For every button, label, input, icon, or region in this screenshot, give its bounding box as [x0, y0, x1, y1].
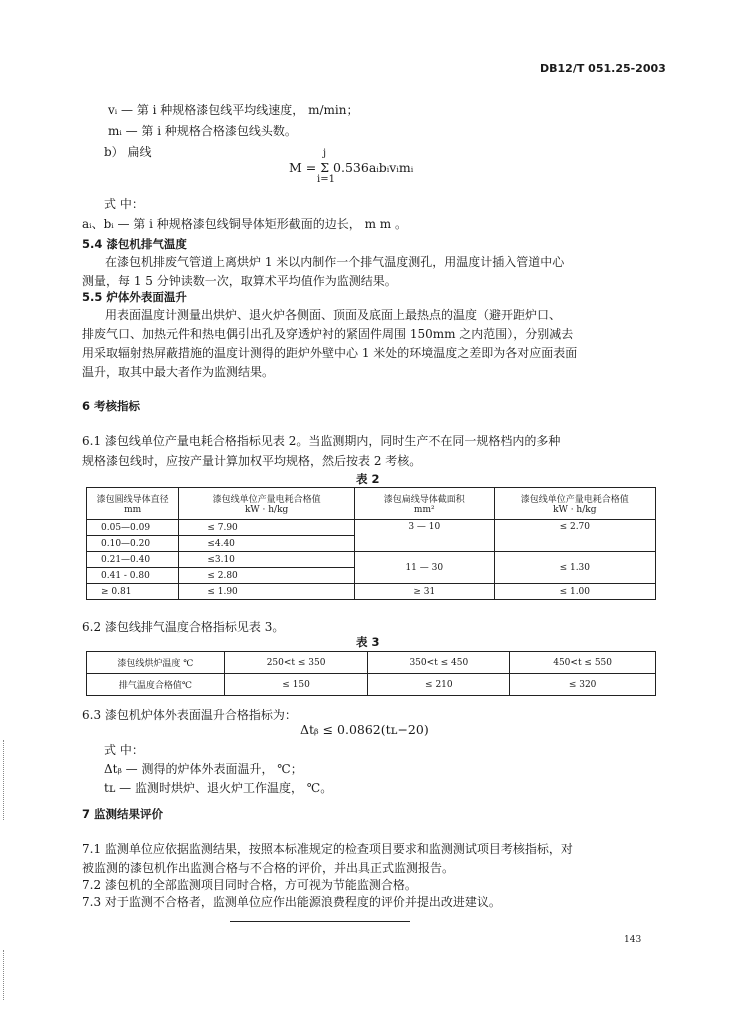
table-cell: 0.21—0.40 [87, 552, 179, 568]
where-label-1: 式 中： [104, 197, 144, 211]
table-row [87, 584, 656, 600]
table-cell: 0.10—0.20 [87, 536, 179, 552]
section-5-5-para-line2: 排废气口、加热元件和热电偶引出孔及穿透炉衬的紧固件周围 150mm 之内范围），分别减去 [82, 327, 574, 341]
section-7-2-line: 7.2 漆包机的全部监测项目同时合格，方可视为节能监测合格。 [82, 878, 417, 892]
formula-sum-bottom: i=1 [317, 174, 335, 185]
formula-delta-tb: Δtᵦ ≤ 0.0862(tʟ−20) [300, 722, 429, 737]
footer-rule [230, 921, 410, 922]
section-7-3-line: 7.3 对于监测不合格者，监测单位应作出能源浪费程度的评价并提出改进建议。 [82, 895, 501, 909]
table-cell: 排气温度合格值℃ [87, 674, 225, 696]
table-cell: ≤ 7.90 [179, 520, 355, 536]
section-5-5-title: 5.5 炉体外表面温升 [82, 290, 187, 304]
section-5-4-para-line2: 测量，每 1 5 分钟读数一次，取算术平均值作为监测结果。 [82, 274, 397, 288]
section-7-title: 7 监测结果评价 [82, 807, 164, 821]
table-cell: ≤ 2.80 [179, 568, 355, 584]
table-cell: ≤ 320 [510, 674, 656, 696]
formula-sum-top: j [323, 148, 327, 159]
table-2-header-round-dia: 漆包圆线导体直径 mm [87, 488, 179, 520]
section-6-1-line1: 6.1 漆包线单位产量电耗合格指标见表 2。当监测期内，同时生产不在同一规格档内的多种 [82, 434, 561, 448]
section-5-4-para-line1: 在漆包机排废气管道上离烘炉 1 米以内制作一个排气温度测孔，用温度计插入管道中心 [105, 255, 565, 269]
standard-number: DB12/T 051.25-2003 [540, 62, 666, 75]
section-7-1-line2: 被监测的漆包机作出监测合格与不合格的评价，并出具正式监测报告。 [82, 861, 455, 875]
section-5-5-para-line4: 温升，取其中最大者作为监测结果。 [82, 365, 275, 379]
page-number: 143 [624, 935, 642, 945]
table-cell: ≤3.10 [179, 552, 355, 568]
section-5-5-para-line1: 用表面温度计测量出烘炉、退火炉各侧面、顶面及底面上最热点的温度（避开距炉口、 [105, 308, 562, 322]
table-2 [86, 487, 656, 600]
table-cell: 350<t ≤ 450 [368, 652, 510, 674]
table-cell: ≤ 150 [224, 674, 368, 696]
table-cell: 0.05—0.09 [87, 520, 179, 536]
item-b-flat-wire: b） 扁线 [104, 145, 152, 159]
table-cell: 450<t ≤ 550 [510, 652, 656, 674]
scan-edge-marks [3, 950, 5, 1000]
table-cell: ≤ 2.70 [494, 520, 655, 552]
table-row [87, 520, 656, 536]
section-5-4-title: 5.4 漆包机排气温度 [82, 237, 187, 251]
table-cell: 250<t ≤ 350 [224, 652, 368, 674]
table-cell: 0.41 - 0.80 [87, 568, 179, 584]
section-5-5-para-line3: 用采取辐射热屏蔽措施的温度计测得的距炉外壁中心 1 米处的环境温度之差即为各对应面表面 [82, 346, 578, 360]
table-cell: ≤ 1.90 [179, 584, 355, 600]
formula-m: M = Σ 0.536aᵢbᵢvᵢmᵢ [289, 160, 414, 175]
table-row [87, 674, 656, 696]
section-6-1-line2: 规格漆包线时，应按产量计算加权平均规格，然后按表 2 考核。 [82, 454, 422, 468]
table-cell: ≤ 210 [368, 674, 510, 696]
def-vi: vᵢ — 第 i 种规格漆包线平均线速度， m/min； [108, 103, 359, 117]
table-row [87, 552, 656, 568]
table-cell: ≤ 1.30 [494, 552, 655, 584]
table-row [87, 652, 656, 674]
def-tl: tʟ — 监测时烘炉、退火炉工作温度， ℃。 [104, 781, 333, 795]
table-cell: 11 — 30 [354, 552, 494, 584]
section-6-title: 6 考核指标 [82, 399, 141, 413]
table-cell: ≥ 0.81 [87, 584, 179, 600]
table-2-header-flat-area: 漆包扁线导体截面积 mm² [354, 488, 494, 520]
where-label-2: 式 中： [104, 743, 144, 757]
def-delta-tb: Δtᵦ — 测得的炉体外表面温升， ℃； [104, 762, 303, 776]
table-3 [86, 651, 656, 696]
table-cell: 漆包线烘炉温度 ℃ [87, 652, 225, 674]
table-cell: ≤4.40 [179, 536, 355, 552]
table-cell: 3 — 10 [354, 520, 494, 552]
table-2-caption: 表 2 [356, 472, 380, 486]
table-2-header-flat-power: 漆包线单位产量电耗合格值 kW · h/kg [494, 488, 655, 520]
def-mi: mᵢ — 第 i 种规格合格漆包线头数。 [108, 124, 297, 138]
section-7-1-line1: 7.1 监测单位应依据监测结果，按照本标准规定的检查项目要求和监测测试项目考核指标，对 [82, 842, 573, 856]
table-2-header-round-power: 漆包线单位产量电耗合格值 kW · h/kg [179, 488, 355, 520]
section-6-3-line: 6.3 漆包机炉体外表面温升合格指标为： [82, 708, 297, 722]
def-ab: aᵢ、bᵢ — 第 i 种规格漆包线铜导体矩形截面的边长， m m 。 [82, 217, 407, 231]
table-cell: ≥ 31 [354, 584, 494, 600]
table-3-caption: 表 3 [356, 635, 380, 649]
scan-edge-marks [3, 740, 5, 820]
section-6-2-line: 6.2 漆包线排气温度合格指标见表 3。 [82, 620, 285, 634]
table-cell: ≤ 1.00 [494, 584, 655, 600]
